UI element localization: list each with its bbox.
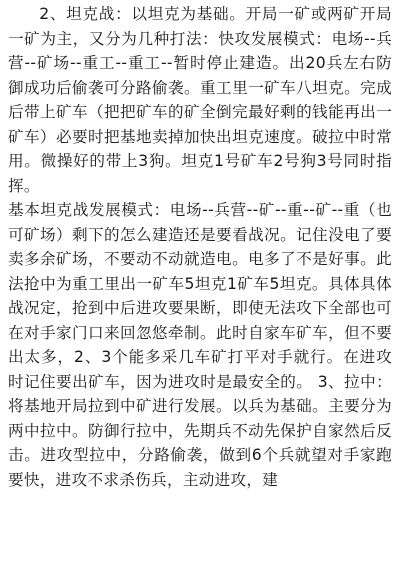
- paragraph-tank-battle: 2、坦克战：以坦克为基础。开局一矿或两矿开局一矿为主，又分为几种打法：快攻发展模式：电场--兵营--矿场--重工--重工--暂时停止建造。出20兵左右防御成功后偷袭可分路偷袭。重工里一矿车八坦克。完成后带上矿车（把把矿车的矿全倒完最好剩的钱能再出一矿车）必要时把基地卖掉加快出坦克速度。破拉中时常用。微操好的带上3狗。坦克1号矿车2号狗3号同时指挥。: [8, 5, 392, 195]
- paragraph-basic-tank-mode: 基本坦克战发展模式：电场--兵营--矿--重--矿--重（也可矿场）剩下的怎么建造还是要看战况。记住没电了要卖多余矿场，不要动不动就造电。电多了不是好事。此法抢中为重工里出一矿车5坦克1矿车5坦克。具体具体战况定，抢到中后进攻要果断，即使无法攻下全部也可在对手家门口来回忽悠牵制。此时自家车矿车，但不要出太多，2、3个能多采几车矿打平对手就行。在进攻时记住要出矿车，因为进攻时是最安全的。 3、拉中：将基地开局拉到中矿进行发展。以兵为基础。主要分为两中拉中。防御行拉中，先期兵不动先保护自家然后反击。进攻型拉中，分路偷袭，做到6个兵就望对手家跑要快，进攻不求杀伤兵，主动进攻，建: [8, 201, 392, 489]
